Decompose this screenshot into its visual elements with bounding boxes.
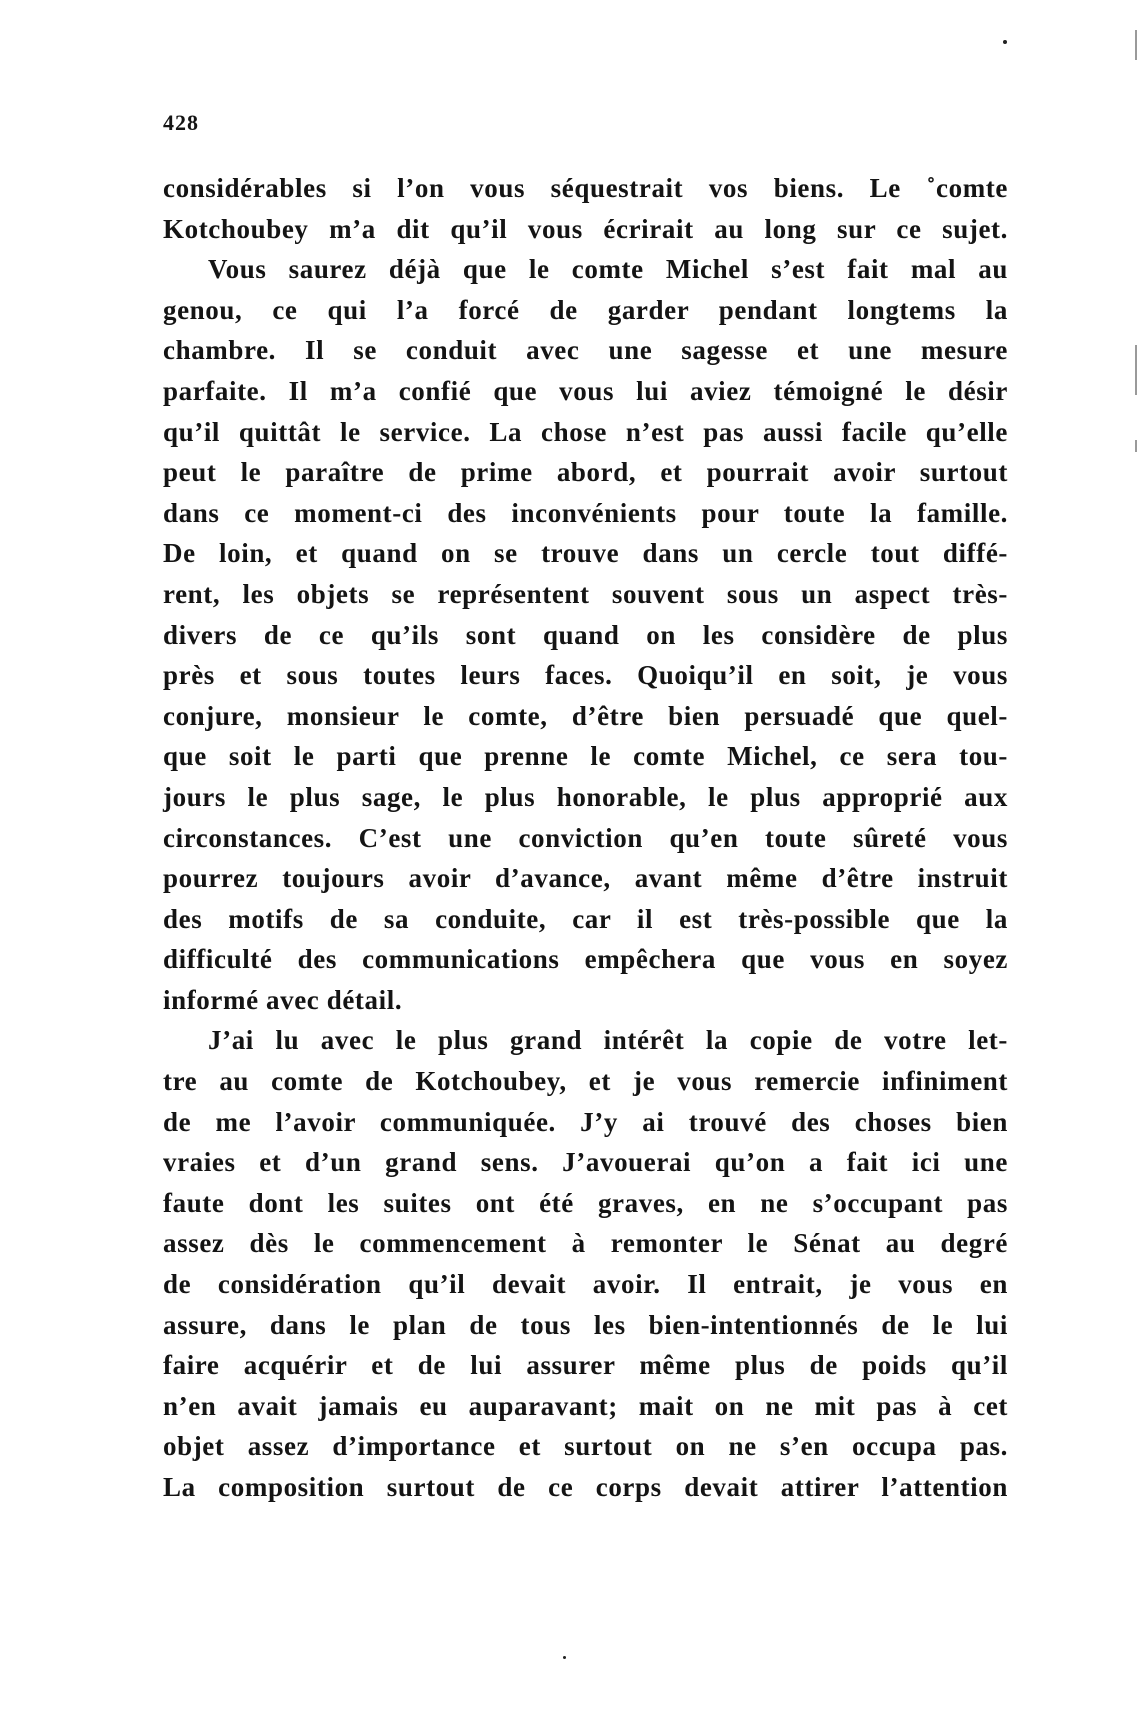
text-line: pourrez toujours avoir d’avance, avant même d’être instruit — [163, 863, 1008, 894]
text-line: faute dont les suites ont été graves, en ne s’occupant pas — [163, 1187, 1008, 1218]
text-line: circonstances. C’est une conviction qu’en toute sûreté vous — [163, 822, 1008, 853]
text-line: De loin, et quand on se trouve dans un cercle tout diffé- — [163, 538, 1008, 569]
text-line-paragraph-end: informé avec détail. — [163, 984, 403, 1015]
text-line: divers de ce qu’ils sont quand on les considère de plus — [163, 619, 1008, 650]
text-line: conjure, monsieur le comte, d’être bien persuadé que quel- — [163, 700, 1008, 731]
text-line: rent, les objets se représentent souvent sous un aspect très- — [163, 578, 1008, 609]
text-line: que soit le parti que prenne le comte Michel, ce sera tou- — [163, 741, 1008, 772]
text-line-paragraph-start: Vous saurez déjà que le comte Michel s’est fait mal au — [208, 254, 1008, 285]
text-line: n’en avait jamais eu auparavant; mait on ne mit pas à cet — [163, 1390, 1008, 1421]
text-line: tre au comte de Kotchoubey, et je vous remercie infiniment — [163, 1066, 1008, 1097]
text-line: de considération qu’il devait avoir. Il entrait, je vous en — [163, 1269, 1008, 1300]
scan-edge-mark — [1135, 440, 1137, 452]
text-line-paragraph-start: J’ai lu avec le plus grand intérêt la copie de votre let- — [208, 1025, 1008, 1056]
text-line: La composition surtout de ce corps devait attirer l’attention — [163, 1472, 1008, 1502]
text-line: près et sous toutes leurs faces. Quoiqu’il en soit, je vous — [163, 660, 1008, 691]
text-line: parfaite. Il m’a confié que vous lui aviez témoigné le désir — [163, 375, 1008, 406]
text-line: de me l’avoir communiquée. J’y ai trouvé des choses bien — [163, 1106, 1008, 1137]
text-line: dans ce moment-ci des inconvénients pour toute la famille. — [163, 497, 1008, 528]
text-line: assure, dans le plan de tous les bien-intentionnés de le lui — [163, 1309, 1008, 1340]
text-line: vraies et d’un grand sens. J’avouerai qu’on a fait ici une — [163, 1147, 1008, 1178]
scan-speck — [563, 1656, 566, 1659]
scan-edge-mark — [1135, 345, 1137, 395]
text-line: chambre. Il se conduit avec une sagesse et une mesure — [163, 335, 1008, 366]
text-line: peut le paraître de prime abord, et pourrait avoir surtout — [163, 457, 1008, 488]
text-line: des motifs de sa conduite, car il est très-possible que la — [163, 903, 1008, 934]
text-line: genou, ce qui l’a forcé de garder pendant longtems la — [163, 294, 1008, 325]
page-number: 428 — [163, 110, 199, 135]
text-line: assez dès le commencement à remonter le Sénat au degré — [163, 1228, 1008, 1259]
text-line: considérables si l’on vous séquestrait vos biens. Le ˚comte — [163, 173, 1008, 203]
scan-speck — [1003, 40, 1007, 44]
text-line: qu’il quittât le service. La chose n’est pas aussi facile qu’elle — [163, 416, 1008, 447]
text-line: difficulté des communications empêchera que vous en soyez — [163, 944, 1008, 975]
text-line: jours le plus sage, le plus honorable, le plus approprié aux — [163, 781, 1008, 812]
text-line: Kotchoubey m’a dit qu’il vous écrirait au long sur ce sujet. — [163, 213, 1008, 244]
scan-edge-mark — [1135, 30, 1137, 60]
body-text — [163, 168, 1008, 1508]
text-line: objet assez d’importance et surtout on ne s’en occupa pas. — [163, 1431, 1008, 1462]
text-line: faire acquérir et de lui assurer même plus de poids qu’il — [163, 1350, 1008, 1381]
